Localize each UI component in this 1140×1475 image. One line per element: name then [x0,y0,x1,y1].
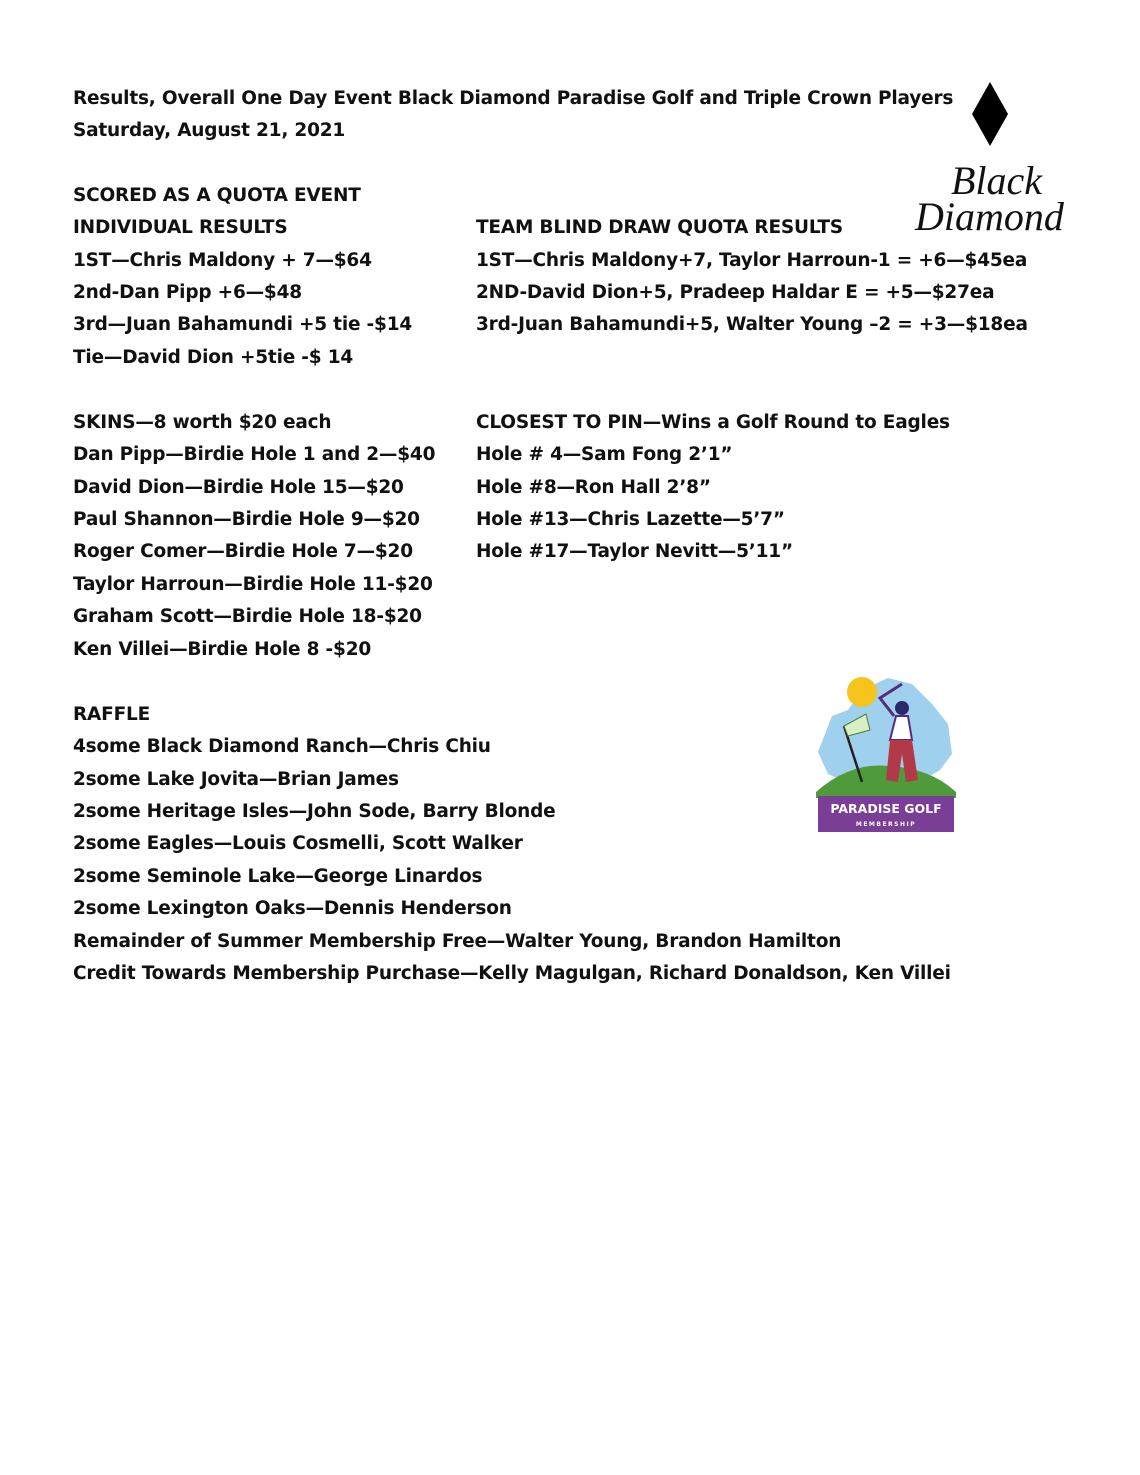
golfer-icon [810,670,960,838]
list-item: Credit Towards Membership Purchase—Kelly Magulgan, Richard Donaldson, Ken Villei [73,963,951,984]
list-item: 2nd-Dan Pipp +6—$48 [73,282,302,303]
black-diamond-logo [905,78,1075,243]
list-item: Taylor Harroun—Birdie Hole 11-$20 [73,574,433,595]
list-item: 3rd—Juan Bahamundi +5 tie -$14 [73,314,413,335]
list-item: Remainder of Summer Membership Free—Walter Young, Brandon Hamilton [73,931,842,952]
logo-text-paradise-golf: PARADISE GOLF [830,801,942,816]
list-item: Hole #17—Taylor Nevitt—5’11” [476,541,793,562]
list-item: 2some Lake Jovita—Brian James [73,769,399,790]
list-item: 2some Lexington Oaks—Dennis Henderson [73,898,512,919]
list-item: Ken Villei—Birdie Hole 8 -$20 [73,639,372,660]
list-item: 2some Eagles—Louis Cosmelli, Scott Walker [73,833,523,854]
event-date: Saturday, August 21, 2021 [73,120,346,141]
scoring-note: SCORED AS A QUOTA EVENT [73,185,361,206]
list-item: Roger Comer—Birdie Hole 7—$20 [73,541,413,562]
list-item: Hole #13—Chris Lazette—5’7” [476,509,785,530]
list-item: 4some Black Diamond Ranch—Chris Chiu [73,736,491,757]
raffle-heading: RAFFLE [73,704,151,725]
closest-to-pin-heading: CLOSEST TO PIN—Wins a Golf Round to Eagles [476,412,950,433]
list-item: 2some Heritage Isles—John Sode, Barry Blonde [73,801,556,822]
diamond-icon [905,78,1075,243]
list-item: Tie—David Dion +5tie -$ 14 [73,347,354,368]
logo-text-black: Black [951,158,1043,203]
list-item: Graham Scott—Birdie Hole 18-$20 [73,606,422,627]
individual-results-heading: INDIVIDUAL RESULTS [73,217,288,238]
list-item: 3rd-Juan Bahamundi+5, Walter Young –2 = +3—$18ea [476,314,1028,335]
list-item: 1ST—Chris Maldony+7, Taylor Harroun-1 = +6—$45ea [476,250,1028,271]
list-item: 1ST—Chris Maldony + 7—$64 [73,250,372,271]
logo-text-diamond: Diamond [915,194,1064,239]
list-item: Paul Shannon—Birdie Hole 9—$20 [73,509,420,530]
logo-text-membership: MEMBERSHIP [855,821,917,828]
skins-heading: SKINS—8 worth $20 each [73,412,332,433]
page-title: Results, Overall One Day Event Black Diamond Paradise Golf and Triple Crown Players [73,88,954,109]
list-item: Hole # 4—Sam Fong 2’1” [476,444,733,465]
list-item: 2ND-David Dion+5, Pradeep Haldar E = +5—$27ea [476,282,995,303]
list-item: Dan Pipp—Birdie Hole 1 and 2—$40 [73,444,436,465]
list-item: Hole #8—Ron Hall 2’8” [476,477,711,498]
team-results-heading: TEAM BLIND DRAW QUOTA RESULTS [476,217,843,238]
list-item: 2some Seminole Lake—George Linardos [73,866,483,887]
paradise-golf-logo [810,670,960,838]
list-item: David Dion—Birdie Hole 15—$20 [73,477,404,498]
